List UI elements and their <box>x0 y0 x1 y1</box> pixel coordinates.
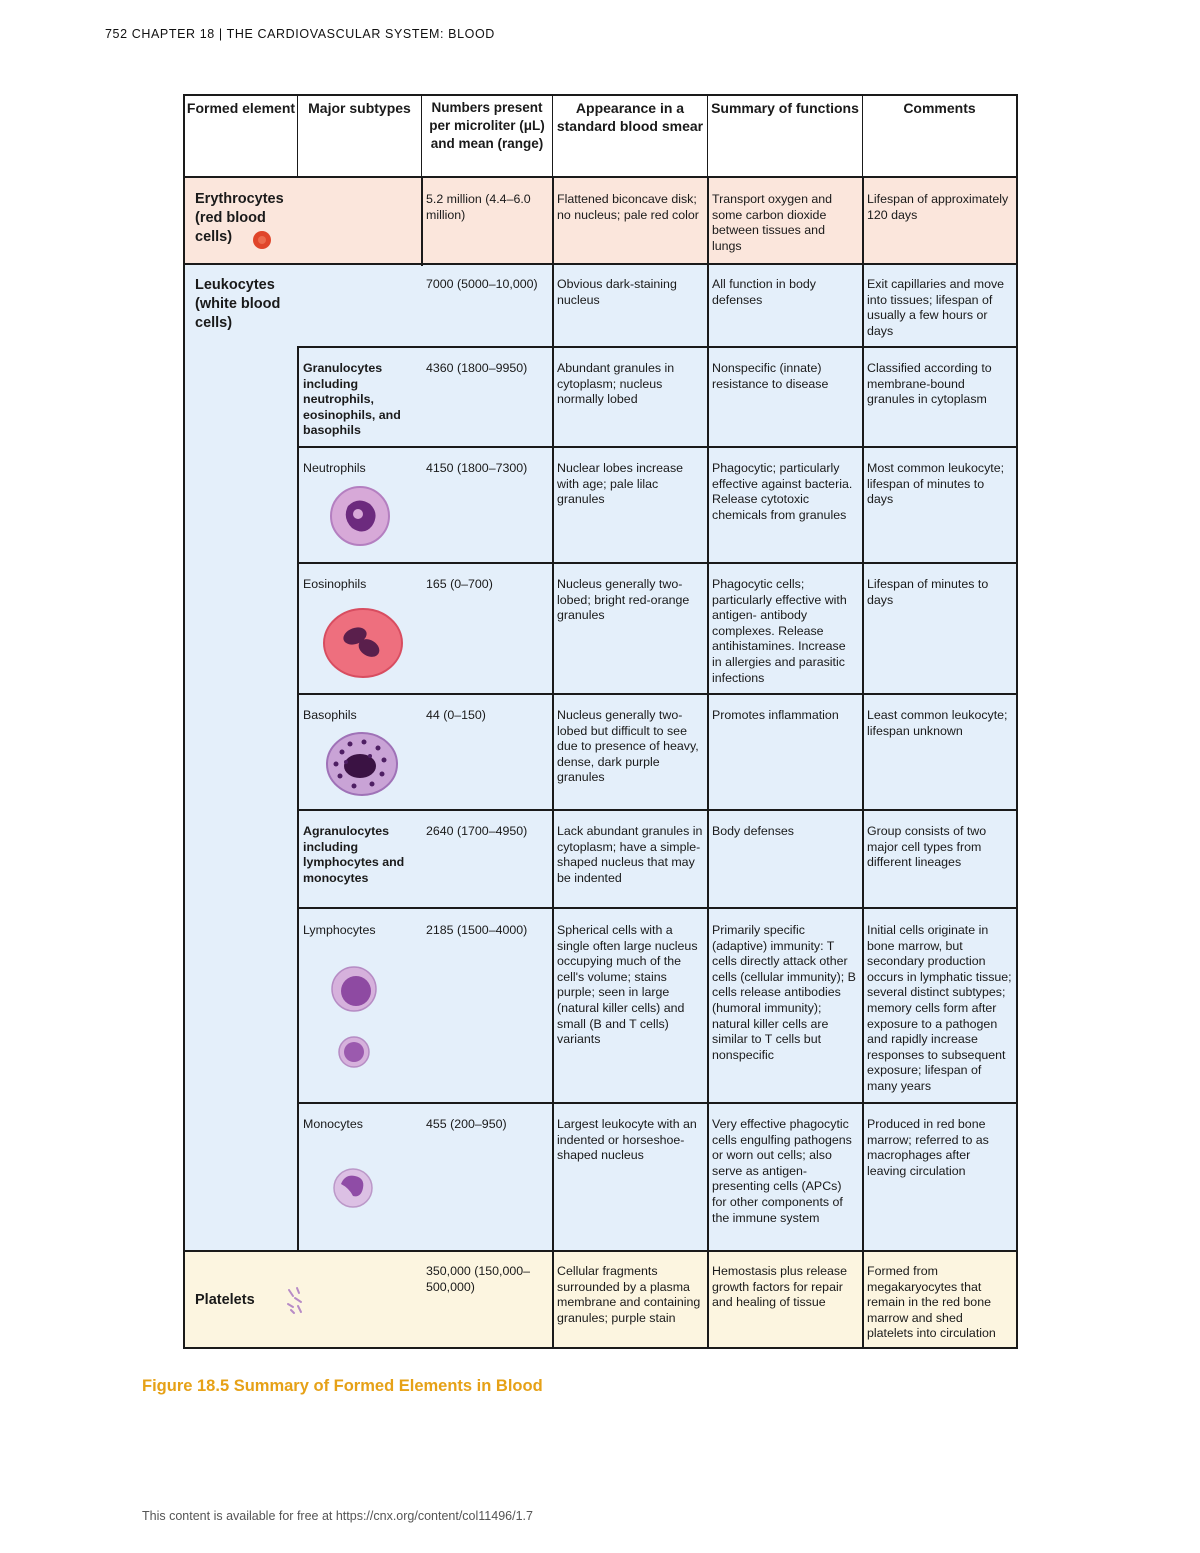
lymphocytes-numbers: 2185 (1500–4000) <box>426 923 528 937</box>
platelets-functions: Hemostasis plus release growth factors for repair and healing of tissue <box>712 1264 847 1310</box>
platelets-label: Platelets <box>195 1292 255 1308</box>
column-header-functions: Summary of functions <box>708 96 863 178</box>
formed-elements-table <box>183 94 1018 1349</box>
monocytes-label: Monocytes <box>303 1117 363 1131</box>
basophil-icon <box>324 730 400 798</box>
eosinophils-numbers: 165 (0–700) <box>426 577 493 591</box>
divider <box>297 693 1016 695</box>
eosinophils-appearance: Nucleus generally two-lobed; bright red-orange granules <box>557 577 690 623</box>
column-header-appearance: Appearance in a standard blood smear <box>553 96 708 178</box>
agranulocytes-label: Agranulocytes including lymphocytes and monocytes <box>303 824 405 885</box>
platelets-appearance: Cellular fragments surrounded by a plasma membrane and containing granules; purple stain <box>557 1264 701 1325</box>
granulocytes-comments: Classified according to membrane-bound granules in cytoplasm <box>867 361 992 407</box>
leukocytes-label: Leukocytes (white blood cells) <box>195 277 281 331</box>
neutrophils-numbers: 4150 (1800–7300) <box>426 461 528 475</box>
granulocytes-label: Granulocytes including neutrophils, eosinophils, and basophils <box>303 361 401 438</box>
erythrocytes-functions: Transport oxygen and some carbon dioxide between tissues and lungs <box>712 192 833 253</box>
figure-caption: Figure 18.5 Summary of Formed Elements in Blood <box>142 1377 543 1395</box>
eosinophil-icon <box>321 606 405 680</box>
agranulocytes-comments: Group consists of two major cell types from different lineages <box>867 824 987 870</box>
page-footer: This content is available for free at https://cnx.org/content/col11496/1.7 <box>142 1509 533 1523</box>
agranulocytes-numbers: 2640 (1700–4950) <box>426 824 528 838</box>
lymphocytes-label: Lymphocytes <box>303 923 376 937</box>
page-header: 752 CHAPTER 18 | THE CARDIOVASCULAR SYSTEM: BLOOD <box>105 27 495 41</box>
monocytes-appearance: Largest leukocyte with an indented or horseshoe-shaped nucleus <box>557 1117 697 1163</box>
leukocytes-comments: Exit capillaries and move into tissues; lifespan of usually a few hours or days <box>867 277 1005 338</box>
basophils-appearance: Nucleus generally two-lobed but difficult to see due to presence of heavy, dense, dark purple granules <box>557 708 699 785</box>
monocyte-icon <box>331 1166 375 1210</box>
neutrophils-appearance: Nuclear lobes increase with age; pale lilac granules <box>557 461 684 507</box>
basophils-comments: Least common leukocyte; lifespan unknown <box>867 708 1008 738</box>
column-header-comments: Comments <box>863 96 1016 178</box>
lymphocytes-comments: Initial cells originate in bone marrow, but secondary production occurs in lymphatic tissue; several distinct subtypes; memory cells form after exposure to a pathogen and rapidly increase responses to subsequent exposure; lifespan of many years <box>867 923 1012 1093</box>
neutrophils-functions: Phagocytic; particularly effective against bacteria. Release cytotoxic chemicals from granules <box>712 461 853 522</box>
leukocytes-appearance: Obvious dark-staining nucleus <box>557 277 677 307</box>
erythrocytes-comments: Lifespan of approximately 120 days <box>867 192 1009 222</box>
eosinophils-functions: Phagocytic cells; particularly effective with antigen- antibody complexes. Release antihistamines. Increase in allergies and parasitic infections <box>712 577 847 685</box>
neutrophil-icon <box>328 484 392 548</box>
divider <box>297 809 1016 811</box>
divider <box>297 346 1016 348</box>
monocytes-functions: Very effective phagocytic cells engulfing pathogens or worn out cells; also serve as antigen-presenting cells (APCs) for other components of the immune system <box>712 1117 852 1225</box>
leukocytes-numbers: 7000 (5000–10,000) <box>426 277 538 291</box>
lymphocytes-functions: Primarily specific (adaptive) immunity: T cells directly attack other cells (cellular immunity); B cells release antibodies (humoral immunity); natural killer cells are similar to T cells but nonspecific <box>712 923 856 1062</box>
agranulocytes-functions: Body defenses <box>712 824 794 838</box>
neutrophils-label: Neutrophils <box>303 461 366 475</box>
granulocytes-functions: Nonspecific (innate) resistance to disease <box>712 361 829 391</box>
agranulocytes-appearance: Lack abundant granules in cytoplasm; have a simple-shaped nucleus that may be indented <box>557 824 703 885</box>
erythrocytes-appearance: Flattened biconcave disk; no nucleus; pale red color <box>557 192 699 222</box>
platelets-comments: Formed from megakaryocytes that remain in the red bone marrow and shed platelets into circulation <box>867 1264 996 1341</box>
platelets-numbers: 350,000 (150,000–500,000) <box>426 1264 531 1294</box>
neutrophils-comments: Most common leukocyte; lifespan of minutes to days <box>867 461 1005 507</box>
basophils-label: Basophils <box>303 708 357 722</box>
monocytes-numbers: 455 (200–950) <box>426 1117 507 1131</box>
erythrocytes-label: Erythrocytes (red blood cells) <box>195 191 284 245</box>
leukocytes-functions: All function in body defenses <box>712 277 817 307</box>
erythrocytes-numbers: 5.2 million (4.4–6.0 million) <box>426 192 531 222</box>
divider <box>185 1250 1016 1252</box>
monocytes-comments: Produced in red bone marrow; referred to as macrophages after leaving circulation <box>867 1117 989 1178</box>
eosinophils-comments: Lifespan of minutes to days <box>867 577 989 607</box>
column-header-formed-element: Formed element <box>185 96 298 178</box>
basophils-functions: Promotes inflammation <box>712 708 839 722</box>
granulocytes-appearance: Abundant granules in cytoplasm; nucleus normally lobed <box>557 361 675 407</box>
divider <box>297 907 1016 909</box>
column-header-major-subtypes: Major subtypes <box>298 96 422 178</box>
eosinophils-label: Eosinophils <box>303 577 367 591</box>
divider <box>297 1102 1016 1104</box>
platelets-icon <box>283 1284 309 1316</box>
granulocytes-numbers: 4360 (1800–9950) <box>426 361 528 375</box>
lymphocytes-appearance: Spherical cells with a single often large nucleus occupying much of the cell's volume; stains purple; seen in large (natural killer cells) and small (B and T cells) variants <box>557 923 698 1047</box>
small-lymphocyte-icon <box>336 1034 372 1070</box>
divider <box>297 446 1016 448</box>
large-lymphocyte-icon <box>329 964 379 1014</box>
column-header-numbers: Numbers present per microliter (μL) and mean (range) <box>422 96 553 178</box>
basophils-numbers: 44 (0–150) <box>426 708 486 722</box>
divider <box>297 562 1016 564</box>
divider <box>185 263 1016 265</box>
red-blood-cell-icon <box>251 229 273 251</box>
